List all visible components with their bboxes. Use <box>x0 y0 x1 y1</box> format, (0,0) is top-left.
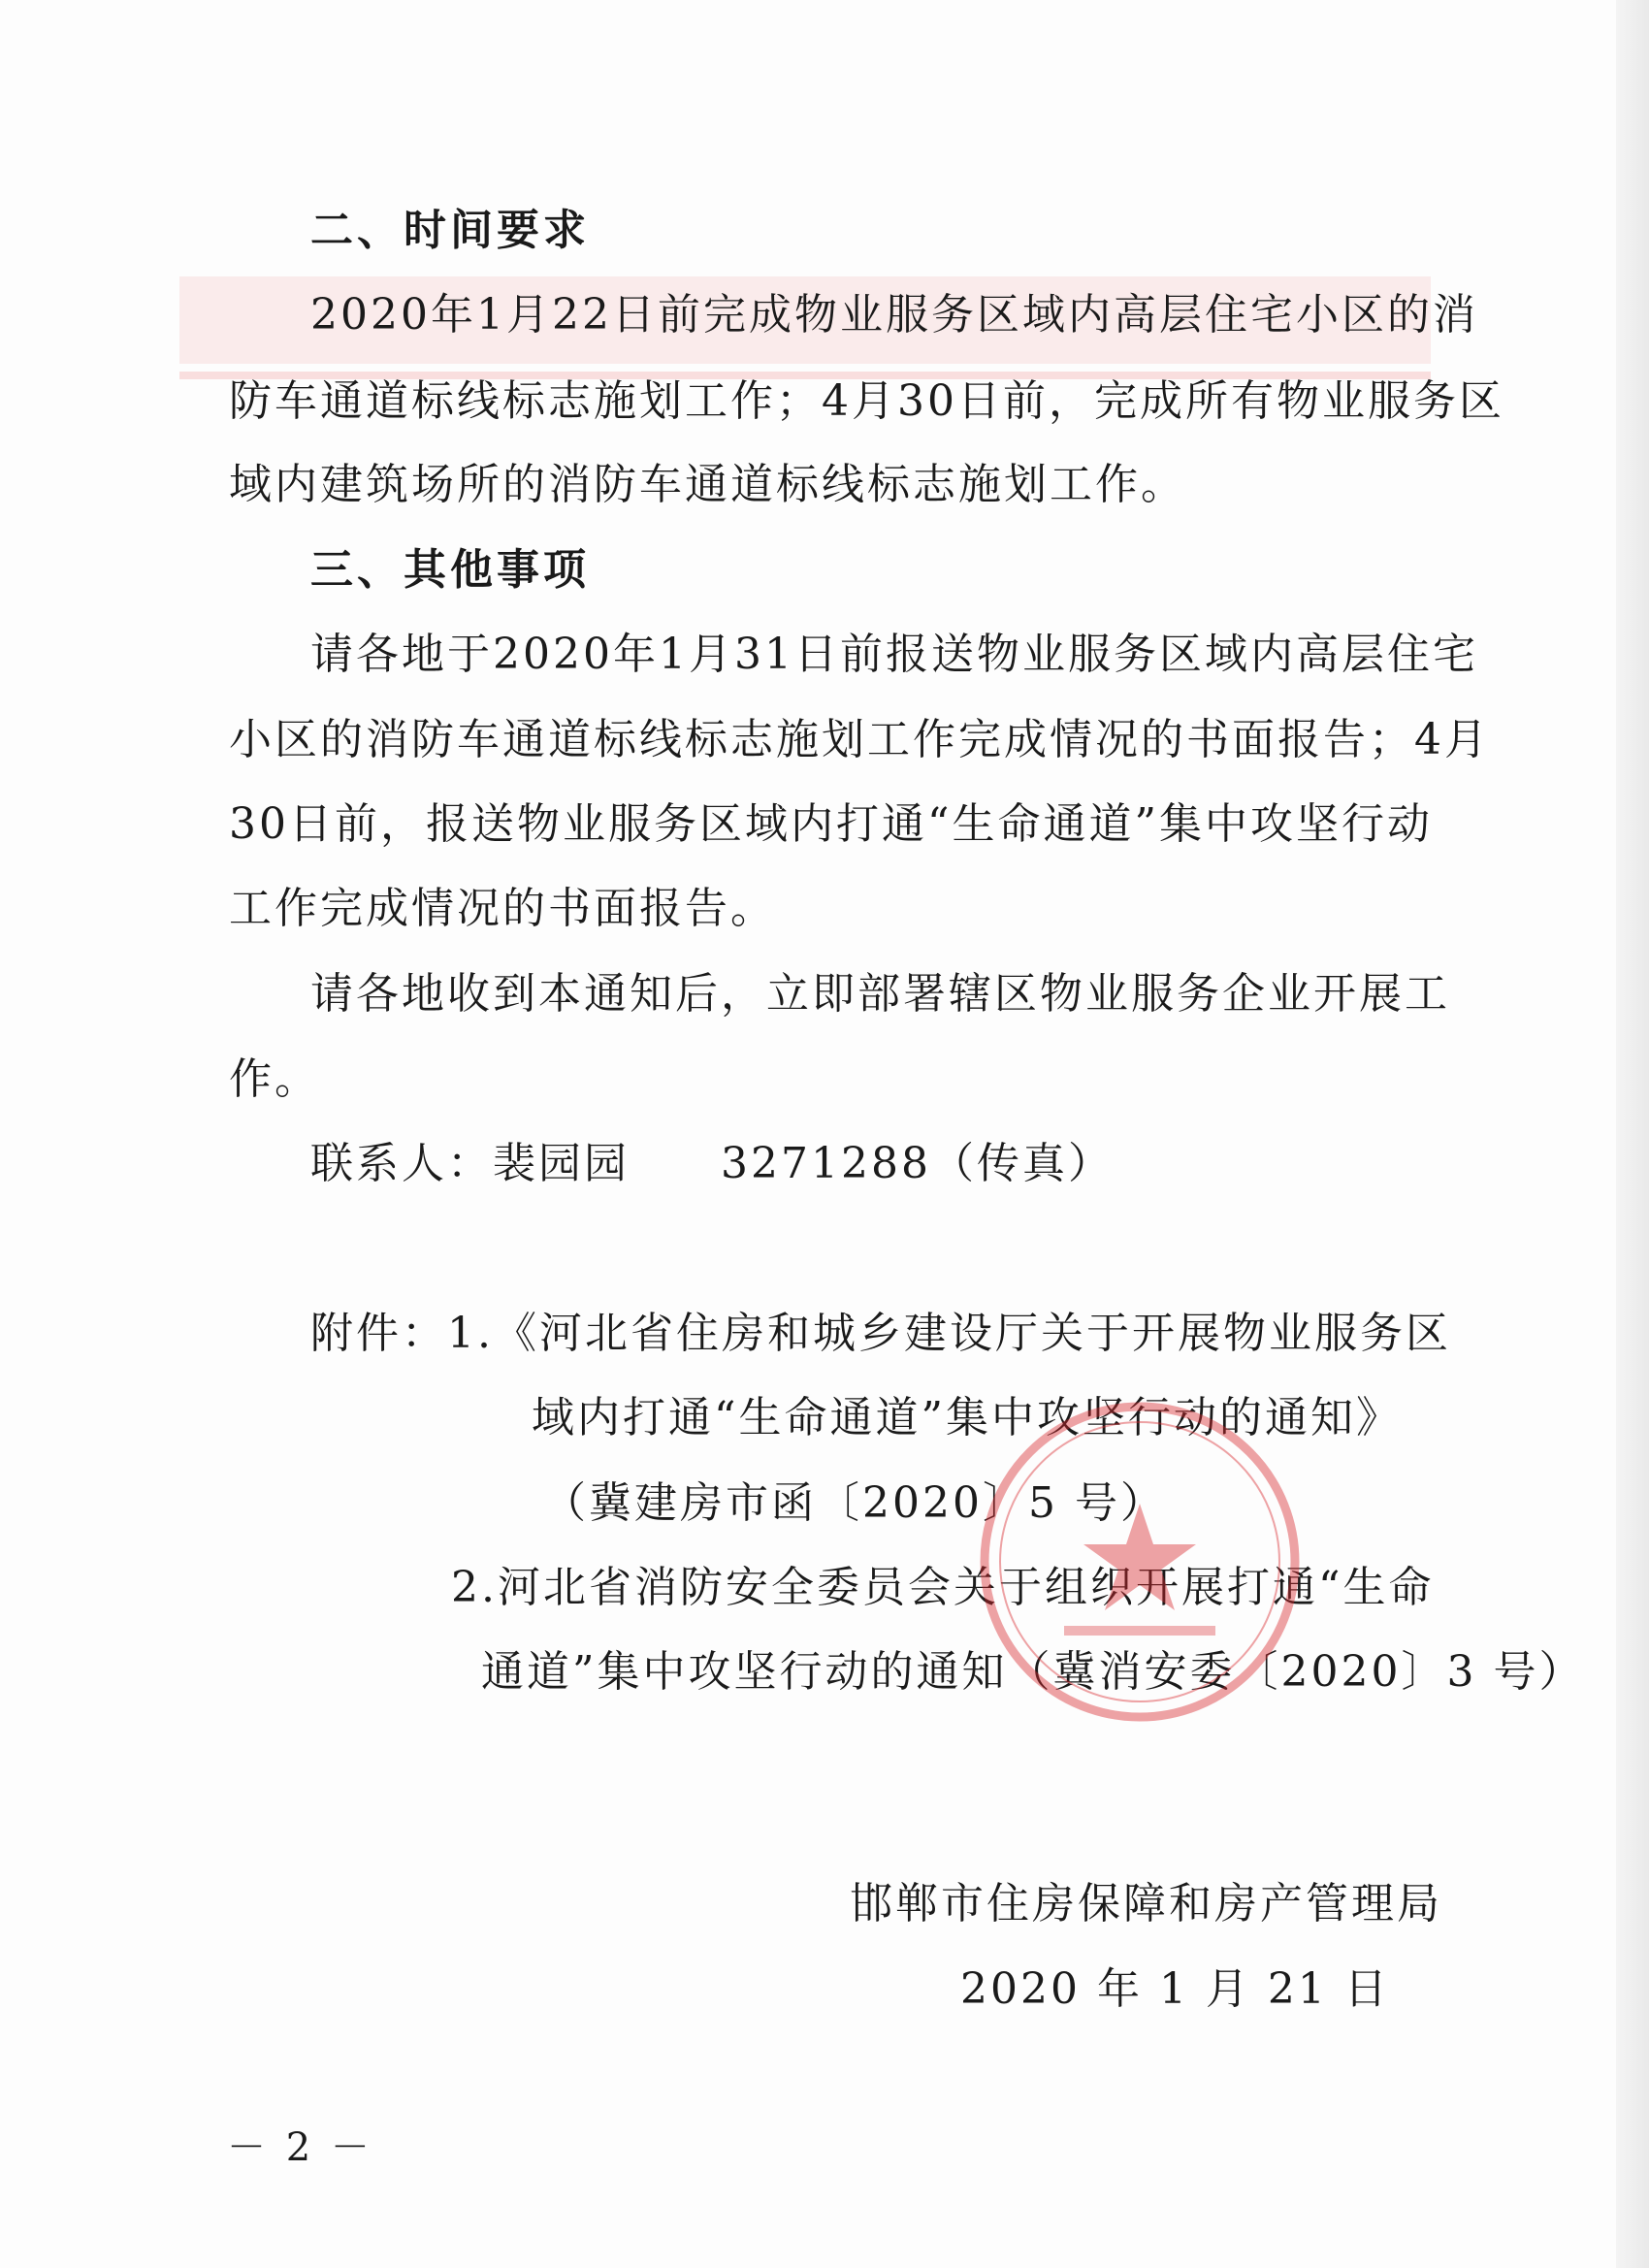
attachment-1-line-1: 附件：1.《河北省住房和城乡建设厅关于开展物业服务区 <box>310 1309 1451 1358</box>
attachment-1-line-2: 域内打通“生命通道”集中攻坚行动的通知》 <box>532 1393 1402 1442</box>
section-3-para1-line-2: 小区的消防车通道标线标志施划工作完成情况的书面报告；4月 <box>229 715 1490 764</box>
section-2-line-2: 防车通道标线标志施划工作；4月30日前，完成所有物业服务区 <box>229 376 1504 426</box>
section-3-para1-line-4: 工作完成情况的书面报告。 <box>229 884 776 933</box>
section-3-heading: 三、其他事项 <box>310 545 590 595</box>
attachment-2-line-1: 2.河北省消防安全委员会关于组织开展打通“生命 <box>451 1563 1435 1612</box>
section-3-para2-line-1: 请各地收到本通知后，立即部署辖区物业服务企业开展工 <box>310 969 1450 1019</box>
contact-line: 联系人：裴园园 3271288（传真） <box>310 1139 1114 1188</box>
attachment-1-line-3: （冀建房市函〔2020〕5 号） <box>543 1478 1166 1528</box>
section-3-para2-line-2: 作。 <box>229 1054 320 1104</box>
attachment-2-line-2: 通道”集中攻坚行动的通知（冀消安委〔2020〕3 号） <box>481 1647 1585 1697</box>
section-2-line-1: 2020年1月22日前完成物业服务区域内高层住宅小区的消 <box>310 290 1478 340</box>
section-3-para1-line-3: 30日前，报送物业服务区域内打通“生命通道”集中攻坚行动 <box>229 799 1433 849</box>
section-3-para1-line-1: 请各地于2020年1月31日前报送物业服务区域内高层住宅 <box>310 630 1478 679</box>
section-2-line-3: 域内建筑场所的消防车通道标线标志施划工作。 <box>229 460 1186 509</box>
section-2-heading: 二、时间要求 <box>310 206 590 255</box>
official-seal-icon <box>975 1397 1305 1727</box>
issuing-organization: 邯郸市住房保障和房产管理局 <box>850 1879 1442 1928</box>
page-number: － 2 － <box>227 2125 373 2170</box>
issue-date: 2020 年 1 月 21 日 <box>960 1964 1390 2014</box>
scan-edge-shadow <box>1616 0 1649 2268</box>
